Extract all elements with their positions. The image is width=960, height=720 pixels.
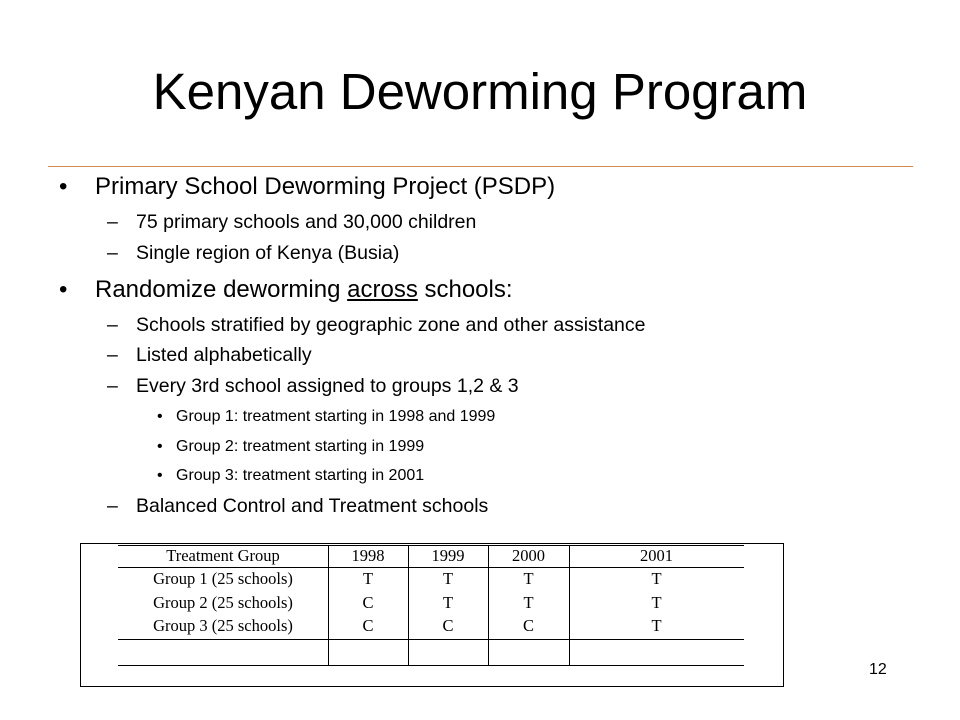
bullet-marker: • (59, 276, 68, 303)
slide-title: Kenyan Deworming Program (152, 63, 808, 120)
cell-g2-1998: C (362, 593, 374, 612)
dash-marker: – (107, 211, 118, 233)
bullet-text: Primary School Deworming Project (PSDP) (95, 173, 556, 200)
bullet-text: Balanced Control and Treatment schools (136, 495, 489, 517)
bullet-randomize (59, 275, 513, 305)
bullet-text: 75 primary schools and 30,000 children (136, 211, 477, 233)
bullet-marker: • (157, 438, 163, 455)
cell-g1-1998: T (362, 569, 374, 588)
sub-bullet-alphabetical (107, 342, 312, 368)
row-label-group-2: Group 2 (25 schools) (153, 593, 293, 612)
bullet-text-pre: Randomize deworming (95, 276, 348, 303)
bullet-text: Group 1: treatment starting in 1998 and 1999 (176, 408, 496, 425)
group-1-bullet (157, 406, 496, 428)
cell-g3-1998: C (362, 616, 374, 635)
header-1999: 1999 (431, 546, 465, 565)
cell-g2-2000: T (523, 593, 534, 612)
cell-g3-2000: C (522, 616, 534, 635)
header-1998: 1998 (351, 546, 385, 565)
group-3-bullet (157, 465, 425, 487)
bullet-text: Group 2: treatment starting in 1999 (176, 438, 425, 455)
bullet-text: Group 3: treatment starting in 2001 (176, 467, 425, 484)
dash-marker: – (107, 242, 118, 264)
underlined-word: across (347, 276, 418, 303)
sub-bullet-region (107, 240, 400, 266)
bullet-text: Every 3rd school assigned to groups 1,2 & 3 (136, 375, 519, 397)
bullet-psdp (59, 172, 556, 202)
bullet-marker: • (157, 408, 163, 425)
table-body-rule (118, 639, 744, 640)
cell-g3-1999: C (442, 616, 454, 635)
bullet-marker: • (59, 173, 68, 200)
dash-marker: – (107, 344, 118, 366)
header-2000: 2000 (512, 546, 545, 565)
dash-marker: – (107, 375, 118, 397)
row-label-group-3: Group 3 (25 schools) (153, 616, 293, 635)
sub-bullet-stratified (107, 312, 646, 338)
group-2-bullet (157, 436, 425, 458)
page-number: 12 (869, 661, 887, 678)
cell-g2-1999: T (442, 593, 454, 612)
bullet-text: Single region of Kenya (Busia) (136, 242, 400, 264)
table-bottom-rule (118, 665, 744, 666)
dash-marker: – (107, 495, 118, 517)
sub-bullet-balanced (107, 493, 489, 519)
cell-g1-2000: T (523, 569, 534, 588)
cell-g3-2001: T (651, 616, 662, 635)
bullet-text-post: schools: (417, 276, 513, 303)
cell-g2-2001: T (651, 593, 662, 612)
bullet-text: Listed alphabetically (136, 344, 312, 366)
sub-bullet-schools (107, 209, 477, 235)
dash-marker: – (107, 314, 118, 336)
header-treatment-group: Treatment Group (166, 546, 280, 565)
bullet-text: Schools stratified by geographic zone and other assistance (136, 314, 646, 336)
row-label-group-1: Group 1 (25 schools) (153, 569, 293, 588)
header-2001: 2001 (640, 546, 673, 565)
bullet-marker: • (157, 467, 163, 484)
cell-g1-2001: T (651, 569, 662, 588)
table-header-rule (118, 567, 744, 568)
sub-bullet-every-third (107, 373, 519, 399)
cell-g1-1999: T (442, 569, 454, 588)
